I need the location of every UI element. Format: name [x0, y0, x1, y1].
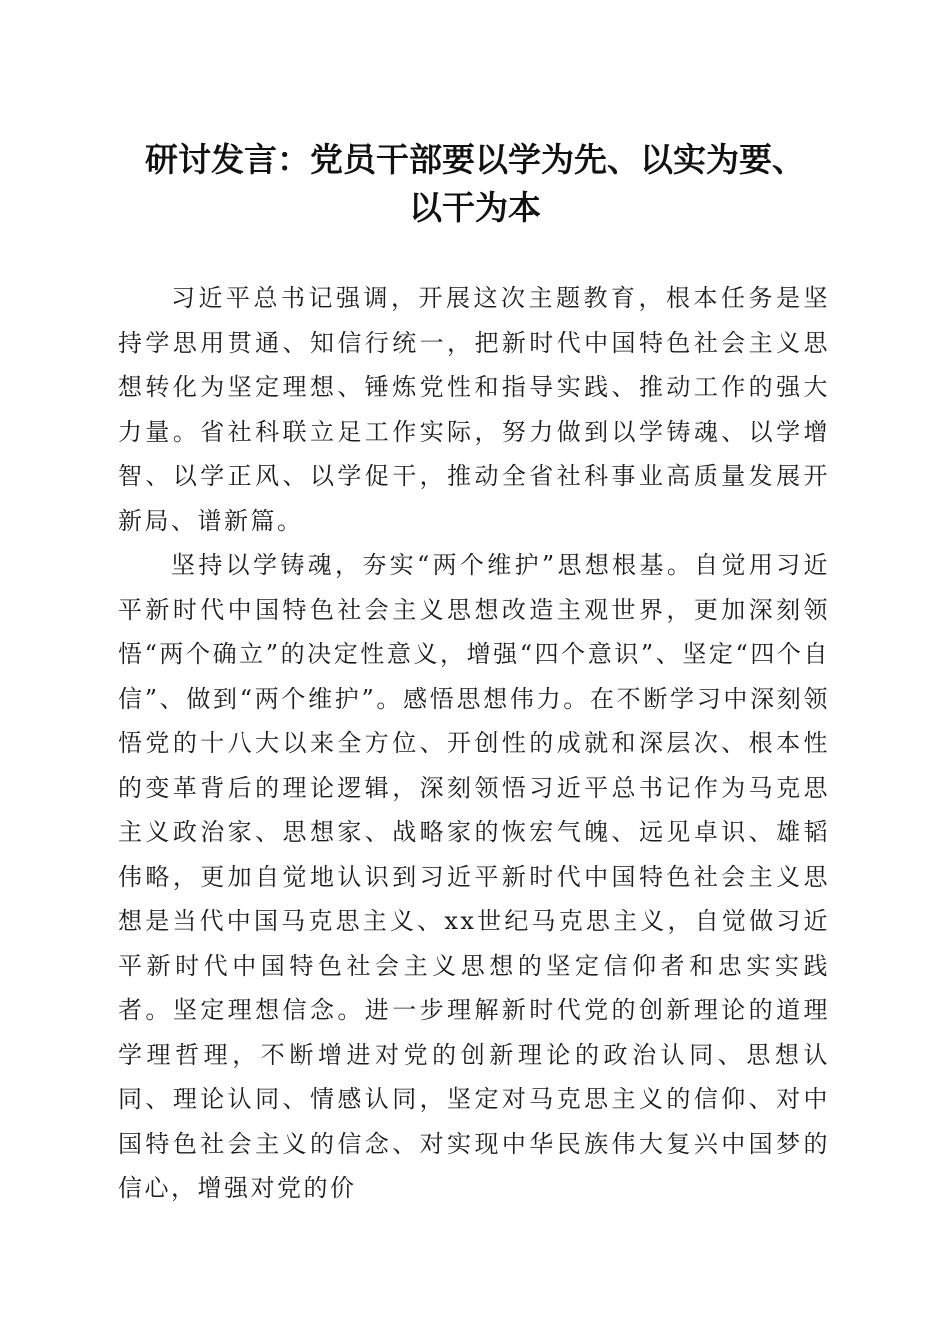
- title-line-2: 以干为本: [409, 188, 541, 227]
- paragraph-2: 坚持以学铸魂，夯实“两个维护”思想根基。自觉用习近平新时代中国特色社会主义思想改造主观世界，更加深刻领悟“两个确立”的决定性意义，增强“四个意识”、坚定“四个自信”、做到“两个维护”。感悟思想伟力。在不断学习中深刻领悟党的十八大以来全方位、开创性的成就和深层次、根本性的变革背后的理论逻辑，深刻领悟习近平总书记作为马克思主义政治家、思想家、战略家的恢宏气魄、远见卓识、雄韬伟略，更加自觉地认识到习近平新时代中国特色社会主义思想是当代中国马克思主义、xx世纪马克思主义，自觉做习近平新时代中国特色社会主义思想的坚定信仰者和忠实实践者。坚定理想信念。进一步理解新时代党的创新理论的道理学理哲理，不断增进对党的创新理论的政治认同、思想认同、理论认同、情感认同，坚定对马克思主义的信仰、对中国特色社会主义的信念、对实现中华民族伟大复兴中国梦的信心，增强对党的价: [118, 551, 830, 1202]
- document-title: [100, 136, 850, 232]
- document-body: [118, 276, 830, 1211]
- paragraph-1: 习近平总书记强调，开展这次主题教育，根本任务是坚持学思用贯通、知信行统一，把新时代中国特色社会主义思想转化为坚定理想、锤炼党性和指导实践、推动工作的强大力量。省社科联立足工作实际，努力做到以学铸魂、以学增智、以学正风、以学促干，推动全省社科事业高质量发展开新局、谱新篇。: [118, 284, 830, 535]
- title-line-1: 研讨发言：党员干部要以学为先、以实为要、: [145, 140, 805, 179]
